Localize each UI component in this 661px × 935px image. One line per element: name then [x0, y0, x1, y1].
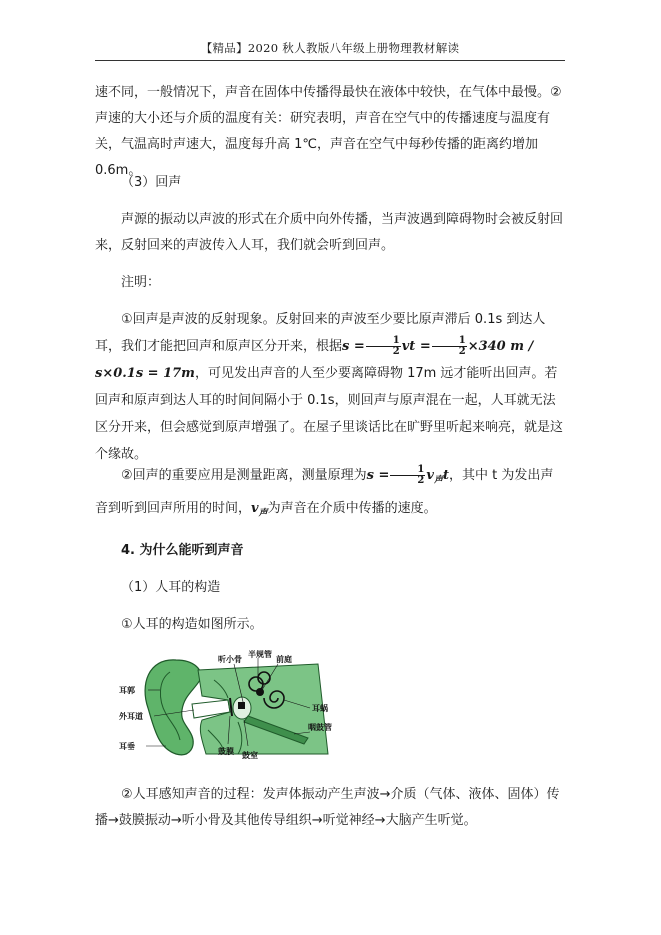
- echo-formula: s = $\frac{1}{2}$ vt = $\frac{1}{2}$ ×340 m / s×0.1s = 17m: [95, 335, 534, 381]
- speed-symbol: v: [251, 500, 259, 516]
- echo-note-2-part-c: 为声音在介质中传播的速度。: [267, 500, 437, 516]
- page-header: 【精品】2020 秋人教版八年级上册物理教材解读: [200, 41, 460, 55]
- label-vestibule: 前庭: [276, 655, 292, 664]
- header-divider: [95, 60, 565, 61]
- label-eardrum: 鼓膜: [218, 747, 234, 756]
- label-ossicles: 听小骨: [218, 655, 242, 664]
- paragraph-ear-figure-intro: ①人耳的构造如图所示。: [121, 617, 263, 632]
- label-semicircular: 半规管: [248, 650, 272, 659]
- label-ear-auricle: 耳郭: [119, 686, 135, 695]
- echo-note-1-part-a: ①回声是声波的反射现象。反射回来的声波至少要比原声滞后 0.1s 到达人耳，我们才能把回声和原声区分开来，根据: [95, 312, 546, 354]
- paragraph-echo-note-2: ②回声的重要应用是测量距离，测量原理为s = $\frac{1}{2}$ $v_声t$，其中 t 为发出声音到听到回声所用的时间，$v_声$为声音在介质中传播的速度。: [95, 464, 554, 519]
- label-earlobe: 耳垂: [119, 742, 135, 751]
- ear-anatomy-figure: [118, 650, 348, 762]
- section-echo-heading: （3）回声: [121, 175, 182, 190]
- formula-half-fraction: $\frac{1}{2}$: [366, 336, 401, 357]
- paragraph-echo-definition: 声源的振动以声波的形式在介质中向外传播，当声波遇到障碍物时会被反射回来，反射回来的声波传入人耳，我们就会听到回声。: [95, 212, 564, 253]
- label-outer-canal: 外耳道: [119, 712, 143, 721]
- distance-formula-fraction: $\frac{1}{2}$: [390, 465, 425, 486]
- label-cochlea: 耳蜗: [312, 704, 328, 713]
- paragraph-echo-note-1: [95, 306, 565, 468]
- distance-formula: s = $\frac{1}{2}$ $v_声t$: [366, 464, 449, 486]
- label-eustachian: 咽鼓管: [308, 723, 332, 732]
- label-tympanic-cavity: 鼓室: [242, 751, 258, 760]
- echo-note-1-part-b: ，可见发出声音的人至少要离障碍物 17m 远才能听出回声。若回声和原声到达人耳的时间间隔小于 0.1s，则回声与原声混在一起，人耳就无法区分开来，但会感觉到原声增强了。在屋子里谈话比在旷野里听起来响亮，就是这个缘故。: [95, 366, 564, 462]
- note-label: 注明：: [121, 275, 161, 290]
- paragraph-sound-speed: 速不同，一般情况下，声音在固体中传播得最快在液体中较快，在气体中最慢。②声速的大小还与介质的温度有关：研究表明，声音在空气中的传播速度与温度有关，气温高时声速大，温度每升高 1℃，声音在空气中每秒传播的距离约增加 0.6m。: [95, 85, 562, 178]
- echo-note-2-part-b: ，其中 t 为发出声音到听到回声所用的时间，: [95, 468, 554, 516]
- section-4-heading: 4. 为什么能听到声音: [121, 543, 244, 558]
- paragraph-hearing-process: ②人耳感知声音的过程：发声体振动产生声波→介质（气体、液体、固体）传播→鼓膜振动→听小骨及其他传导组织→听觉神经→大脑产生听觉。: [95, 787, 560, 828]
- subsection-ear-structure: （1）人耳的构造: [121, 580, 221, 595]
- echo-note-2-part-a: ②回声的重要应用是测量距离，测量原理为: [121, 468, 367, 483]
- formula-half-fraction-2: $\frac{1}{2}$: [432, 336, 467, 357]
